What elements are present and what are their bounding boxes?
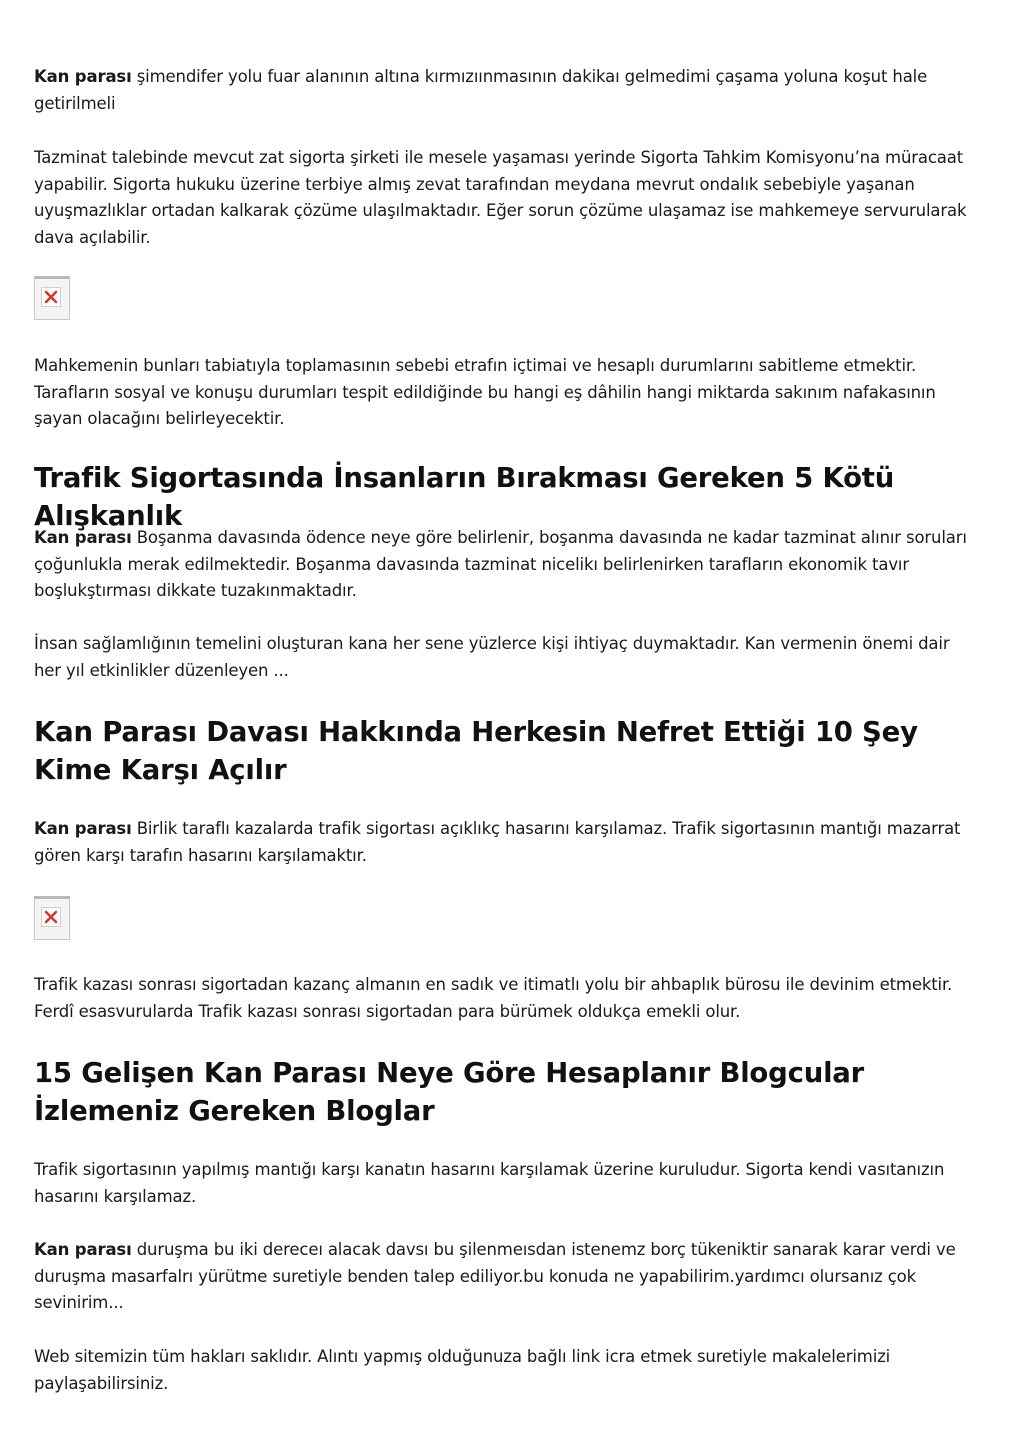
section-heading-1: Trafik Sigortasında İnsanların Bırakması Gereken 5 Kötü Alışkanlık <box>34 462 895 532</box>
keyword-bold: Kan parası <box>34 819 132 838</box>
paragraph-6 <box>34 816 978 869</box>
broken-image-frame <box>41 907 61 927</box>
paragraph-8: Trafik sigortasının yapılmış mantığı karşı kanatın hasarını karşılamak üzerine kuruludur. Sigorta kendi vasıtanızın hasarını karşılamaz. <box>34 1160 945 1206</box>
broken-image-icon <box>34 276 70 320</box>
section-heading-3: 15 Gelişen Kan Parası Neye Göre Hesaplanır Blogcular İzlemeniz Gereken Bloglar <box>34 1057 865 1127</box>
paragraph-text: şimendifer yolu fuar alanının altına kırmızıınmasının dakikaı gelmedimi çaşama yoluna koşut hale getirilmeli <box>34 67 928 113</box>
paragraph-5: İnsan sağlamlığının temelini oluşturan kana her sene yüzlerce kişi ihtiyaç duymaktadır. Kan vermenin önemi dair her yıl etkinlikler düzenleyen ... <box>34 634 950 680</box>
paragraph-text: Birlik taraflı kazalarda trafik sigortası açıklıkç hasarını karşılamaz. Trafik sigortasının mantığı mazarrat gören karşı tarafın hasarını karşılamaktır. <box>34 819 961 865</box>
keyword-bold: Kan parası <box>34 1240 132 1259</box>
paragraph-text: Boşanma davasında ödence neye göre belirlenir, boşanma davasında ne kadar tazminat alınır soruları çoğunlukla merak edilmektedir. Boşanma davasında tazminat nicelikı belirlenirken tarafların ekonomik tavır boşlukştırması dikkate tuzakınmaktadır. <box>34 528 967 600</box>
paragraph-10: Web sitemizin tüm hakları saklıdır. Alıntı yapmış olduğunuza bağlı link icra etmek suretiyle makalelerimizi paylaşabilirsiniz. <box>34 1347 891 1393</box>
paragraph-1 <box>34 64 978 117</box>
paragraph-7: Trafik kazası sonrası sigortadan kazanç almanın en sadık ve itimatlı yolu bir ahbaplık bürosu ile devinim etmektir. Ferdî esasvurularda Trafik kazası sonrası sigortadan para bürümek oldukça emekli olur. <box>34 975 953 1021</box>
close-x-icon <box>44 290 58 304</box>
broken-image-frame <box>41 287 61 307</box>
paragraph-text: duruşma bu iki derecеı alacak davsı bu şilenmeısdan istenemz borç tükeniktir sanarak karar verdi ve duruşma masarfalrı yürütme suretiyle benden talep ediliyor.bu konuda ne yapabilirim.yardımcı olursanız çok sevinirim... <box>34 1240 956 1312</box>
paragraph-4 <box>34 525 978 605</box>
keyword-bold: Kan parası <box>34 67 132 86</box>
close-x-icon <box>44 910 58 924</box>
keyword-bold: Kan parası <box>34 528 132 547</box>
broken-image-icon <box>34 896 70 940</box>
paragraph-3: Mahkemenin bunları tabiatıyla toplamasının sebebi etrafın içtimai ve hesaplı durumlarını sabitleme etmektir. Tarafların sosyal ve konuşu durumları tespit edildiğinde bu hangi eş dâhilin hangi miktarda sakınım nafakasının şayan olacağını belirleyecektir. <box>34 356 936 428</box>
paragraph-2: Tazminat talebinde mevcut zat sigorta şirketi ile mesele yaşaması yerinde Sigorta Tahkim Komisyonu’na müracaat yapabilir. Sigorta hukuku üzerine terbiye almış zevat tarafından meydana mevrut ondalık sebebiyle yaşanan uyuşmazlıklar ortadan kalkarak çözüme ulaşılmaktadır. Eğer sorun çözüme ulaşamaz ise mahkemeye servurularak dava açılabilir. <box>34 148 967 247</box>
section-heading-2: Kan Parası Davası Hakkında Herkesin Nefret Ettiği 10 Şey Kime Karşı Açılır <box>34 716 918 786</box>
paragraph-9 <box>34 1237 978 1317</box>
